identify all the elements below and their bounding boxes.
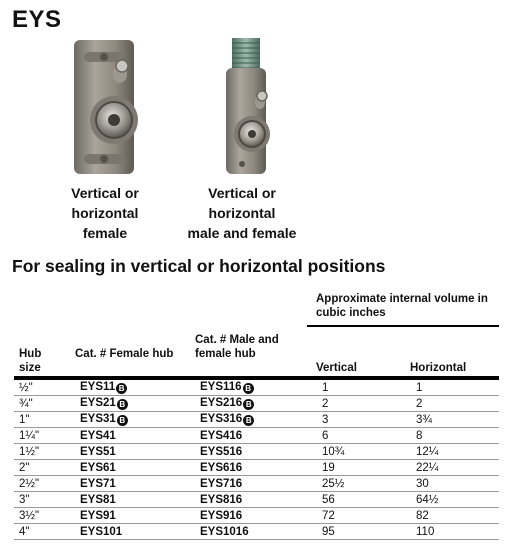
hub-size-cell-text: 4" [19, 525, 30, 538]
male-female-hub-cell-text: EYS816 [200, 493, 243, 506]
b-badge-icon: B [117, 399, 128, 410]
horizontal-volume-cell-text: 1 [416, 381, 423, 394]
table-row [14, 508, 499, 524]
male-female-hub-cell [200, 460, 322, 476]
male-female-hub-cell [200, 524, 322, 540]
female-hub-cell-text: EYS21 [80, 397, 116, 409]
male-female-hub-cell [200, 476, 322, 492]
female-hub-cell-text: EYS31 [80, 413, 116, 425]
male-female-hub-cell [200, 492, 322, 508]
caption-line: male and female [187, 225, 297, 241]
b-badge-icon: B [116, 383, 127, 394]
hub-size-cell-text: 1" [19, 413, 30, 426]
col-header-hub-size: Hub size [19, 348, 42, 374]
vertical-volume-cell-text: 19 [322, 461, 335, 474]
male-female-hub-cell [200, 380, 322, 396]
horizontal-volume-cell-text: 12¼ [416, 445, 439, 458]
vertical-volume-cell-text: 2 [322, 397, 329, 410]
hub-size-cell-text: 2" [19, 461, 30, 474]
horizontal-volume-cell-text: 110 [416, 525, 435, 538]
vertical-volume-cell [322, 476, 416, 492]
vertical-volume-cell-text: 95 [322, 525, 335, 538]
hub-size-cell [14, 508, 80, 524]
horizontal-volume-cell [416, 444, 499, 460]
b-badge-icon: B [243, 415, 254, 426]
horizontal-volume-cell-text: 22¼ [416, 461, 439, 474]
vertical-volume-cell [322, 428, 416, 444]
caption-line: Vertical or [71, 185, 139, 201]
table-row [14, 412, 499, 428]
section-title: For sealing in vertical or horizontal positions [12, 256, 386, 276]
male-female-hub-cell-text: EYS516 [200, 445, 243, 458]
horizontal-volume-cell-text: 3¾ [416, 413, 432, 426]
table-row [14, 380, 499, 396]
vertical-volume-cell [322, 524, 416, 540]
female-hub-cell [80, 412, 200, 428]
b-badge-icon: B [243, 399, 254, 410]
caption-female [40, 183, 170, 243]
caption-line: horizontal [208, 205, 276, 221]
horizontal-volume-cell [416, 380, 499, 396]
female-hub-cell [80, 396, 200, 412]
female-hub-cell [80, 428, 200, 444]
table-row [14, 460, 499, 476]
male-female-hub-cell-text: EYS1016 [200, 525, 249, 538]
b-badge-icon: B [243, 383, 254, 394]
vertical-volume-cell [322, 492, 416, 508]
vertical-volume-cell [322, 412, 416, 428]
female-hub-cell [80, 524, 200, 540]
vertical-volume-cell-text: 10¾ [322, 445, 345, 458]
hub-size-cell [14, 396, 80, 412]
hub-size-cell-text: 3" [19, 493, 30, 506]
hub-size-cell [14, 492, 80, 508]
horizontal-volume-cell [416, 492, 499, 508]
hub-size-cell [14, 476, 80, 492]
volume-header-rule [307, 325, 499, 327]
col-header-male-female-hub: Cat. # Male and female hub [195, 334, 279, 360]
hub-size-cell-text: ¾" [19, 397, 33, 410]
b-badge-icon: B [117, 415, 128, 426]
caption-line: Vertical or [208, 185, 276, 201]
col-header-vertical: Vertical [316, 362, 357, 374]
male-female-hub-cell-text: EYS416 [200, 429, 243, 442]
vertical-volume-cell [322, 396, 416, 412]
vertical-volume-cell-text: 72 [322, 509, 335, 522]
hub-size-cell [14, 380, 80, 396]
horizontal-volume-cell [416, 460, 499, 476]
caption-male-female [172, 183, 312, 243]
hub-size-cell-text: 2½" [19, 477, 40, 490]
horizontal-volume-cell-text: 82 [416, 509, 429, 522]
female-hub-cell [80, 508, 200, 524]
table-row [14, 492, 499, 508]
hub-size-cell [14, 460, 80, 476]
male-female-hub-cell-text: EYS916 [200, 509, 243, 522]
vertical-volume-cell-text: 56 [322, 493, 335, 506]
volume-header: Approximate internal volume in cubic inches [316, 293, 488, 319]
male-female-hub-cell-text: EYS316 [200, 413, 243, 425]
table-row [14, 444, 499, 460]
female-hub-cell-text: EYS11 [80, 381, 116, 393]
product-image-male-female [220, 38, 286, 176]
horizontal-volume-cell [416, 508, 499, 524]
hub-size-cell-text: ½" [19, 381, 33, 394]
volume-table [14, 380, 499, 540]
vertical-volume-cell [322, 508, 416, 524]
male-female-hub-cell [200, 508, 322, 524]
page-title: EYS [12, 6, 62, 33]
table-row [14, 524, 499, 540]
horizontal-volume-cell-text: 8 [416, 429, 423, 442]
male-female-hub-cell [200, 444, 322, 460]
vertical-volume-cell-text: 25½ [322, 477, 345, 490]
col-header-horizontal: Horizontal [410, 362, 467, 374]
female-hub-cell-text: EYS101 [80, 525, 123, 538]
female-hub-cell-text: EYS81 [80, 493, 116, 506]
female-hub-cell-text: EYS61 [80, 461, 116, 474]
hub-size-cell [14, 444, 80, 460]
male-female-hub-cell-text: EYS716 [200, 477, 243, 490]
male-female-hub-cell [200, 428, 322, 444]
table-row [14, 428, 499, 444]
female-hub-cell-text: EYS91 [80, 509, 116, 522]
hub-size-cell-text: 3½" [19, 509, 40, 522]
caption-line: horizontal [71, 205, 139, 221]
male-female-hub-cell-text: EYS216 [200, 397, 243, 409]
horizontal-volume-cell [416, 428, 499, 444]
female-hub-cell-text: EYS41 [80, 429, 116, 442]
hub-size-cell [14, 412, 80, 428]
vertical-volume-cell-text: 3 [322, 413, 329, 426]
vertical-volume-cell-text: 6 [322, 429, 329, 442]
vertical-volume-cell-text: 1 [322, 381, 329, 394]
female-hub-cell [80, 444, 200, 460]
male-female-hub-cell [200, 412, 322, 428]
horizontal-volume-cell [416, 412, 499, 428]
hub-size-cell [14, 428, 80, 444]
caption-line: female [82, 225, 128, 241]
table-row [14, 476, 499, 492]
female-hub-cell-text: EYS71 [80, 477, 116, 490]
table-row [14, 396, 499, 412]
male-female-hub-cell-text: EYS116 [200, 381, 242, 393]
horizontal-volume-cell-text: 64½ [416, 493, 439, 506]
horizontal-volume-cell [416, 396, 499, 412]
horizontal-volume-cell [416, 524, 499, 540]
vertical-volume-cell [322, 460, 416, 476]
male-female-hub-cell-text: EYS616 [200, 461, 243, 474]
col-header-female-hub: Cat. # Female hub [75, 348, 174, 360]
hub-size-cell-text: 1½" [19, 445, 40, 458]
vertical-volume-cell [322, 444, 416, 460]
female-hub-cell [80, 476, 200, 492]
product-image-female [68, 38, 148, 176]
female-hub-cell [80, 492, 200, 508]
female-hub-cell [80, 460, 200, 476]
female-hub-cell [80, 380, 200, 396]
vertical-volume-cell [322, 380, 416, 396]
hub-size-cell [14, 524, 80, 540]
hub-size-cell-text: 1¼" [19, 429, 40, 442]
female-hub-cell-text: EYS51 [80, 445, 116, 458]
horizontal-volume-cell-text: 30 [416, 477, 429, 490]
horizontal-volume-cell [416, 476, 499, 492]
male-female-hub-cell [200, 396, 322, 412]
horizontal-volume-cell-text: 2 [416, 397, 423, 410]
